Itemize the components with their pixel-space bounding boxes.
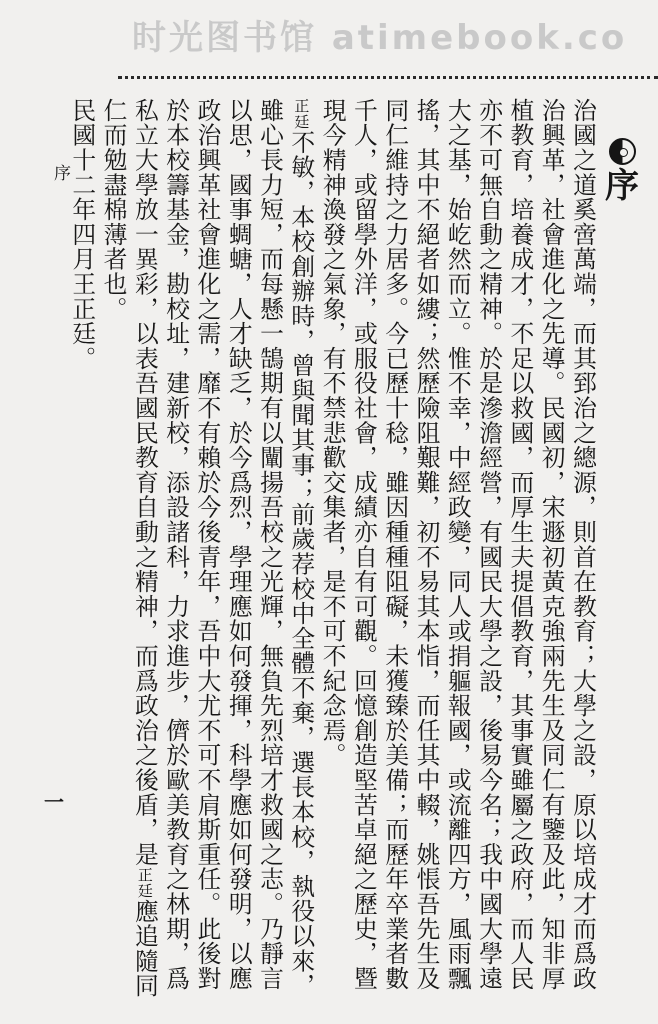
watermark: 时光图书馆 atimebook.co [132, 18, 628, 58]
preface-paragraph-1: 治國之道奚啻萬端，而其郅治之總源，則首在教育；大學之設，原以培成才而爲政治興革，社會進化之先導。民國初，宋遯初黃克強兩先生及同仁有鑒及此，知非厚植教育，培養成才，不足以救國，而厚生夫提倡教育，其事實雖屬之政府，而人民亦不可無自動之精神。於是滲澹經營，有國民大學之設，後易今名；我中國大學遠大之基，始屹然而立。惟不幸，中經政變，同人或捐軀報國，或流離四方，風雨飄搖，其中不絕者如縷；然歷險阻艱難，初不易其本恉，而任其中輟，姚悵吾先生及同仁維持之力居多。今已歷十稔，雖因種種阻礙，未獲臻於美備；而歷年卒業者數千人，或留學外洋，或服役社會，成績亦自有可觀。回憶創造堅苦卓絕之歷史，暨現今精神渙發之氣象，有不禁悲歡交集者，是不可不紀念焉。 [318, 98, 597, 991]
author-name-small: 正廷 [135, 866, 154, 899]
title-block [598, 138, 646, 206]
preface-paragraph-2: $^{正廷}$不敏，本校創辦時，曾與聞其事；前歲荐校中全體不棄，選長本校，執役以來，雖心長力短，而每懸一鵠期有以闡揚吾校之光輝，無負先烈培才救國之志。乃靜言以思，國事蜩螗，人才缺乏，於今爲烈，學理應如何發揮，科學應如何發明，以應政治興革社會進化之需，靡不有賴於今後青年，吾中大尤不可不肩斯重任。此後對於本校籌基金，勘校址，建新校，添設諸科，力求進步，儕於歐美教育之林期，爲私立大學放一異彩，以表吾國民教育自動之精神，而爲政治之後盾，是$^{正廷}$應追隨同仁而勉盡棉薄者也。 [99, 98, 316, 999]
yin-yang-icon [609, 138, 636, 165]
page-number: 一 [44, 790, 64, 814]
preface-date-signature: 民國十二年四月王正廷。 [68, 98, 97, 371]
page-title: 序 [605, 166, 639, 206]
top-dotted-rule [118, 76, 658, 79]
author-name-small: 正廷 [292, 98, 311, 130]
running-header: 序 [50, 164, 70, 181]
preface-body [68, 98, 598, 999]
